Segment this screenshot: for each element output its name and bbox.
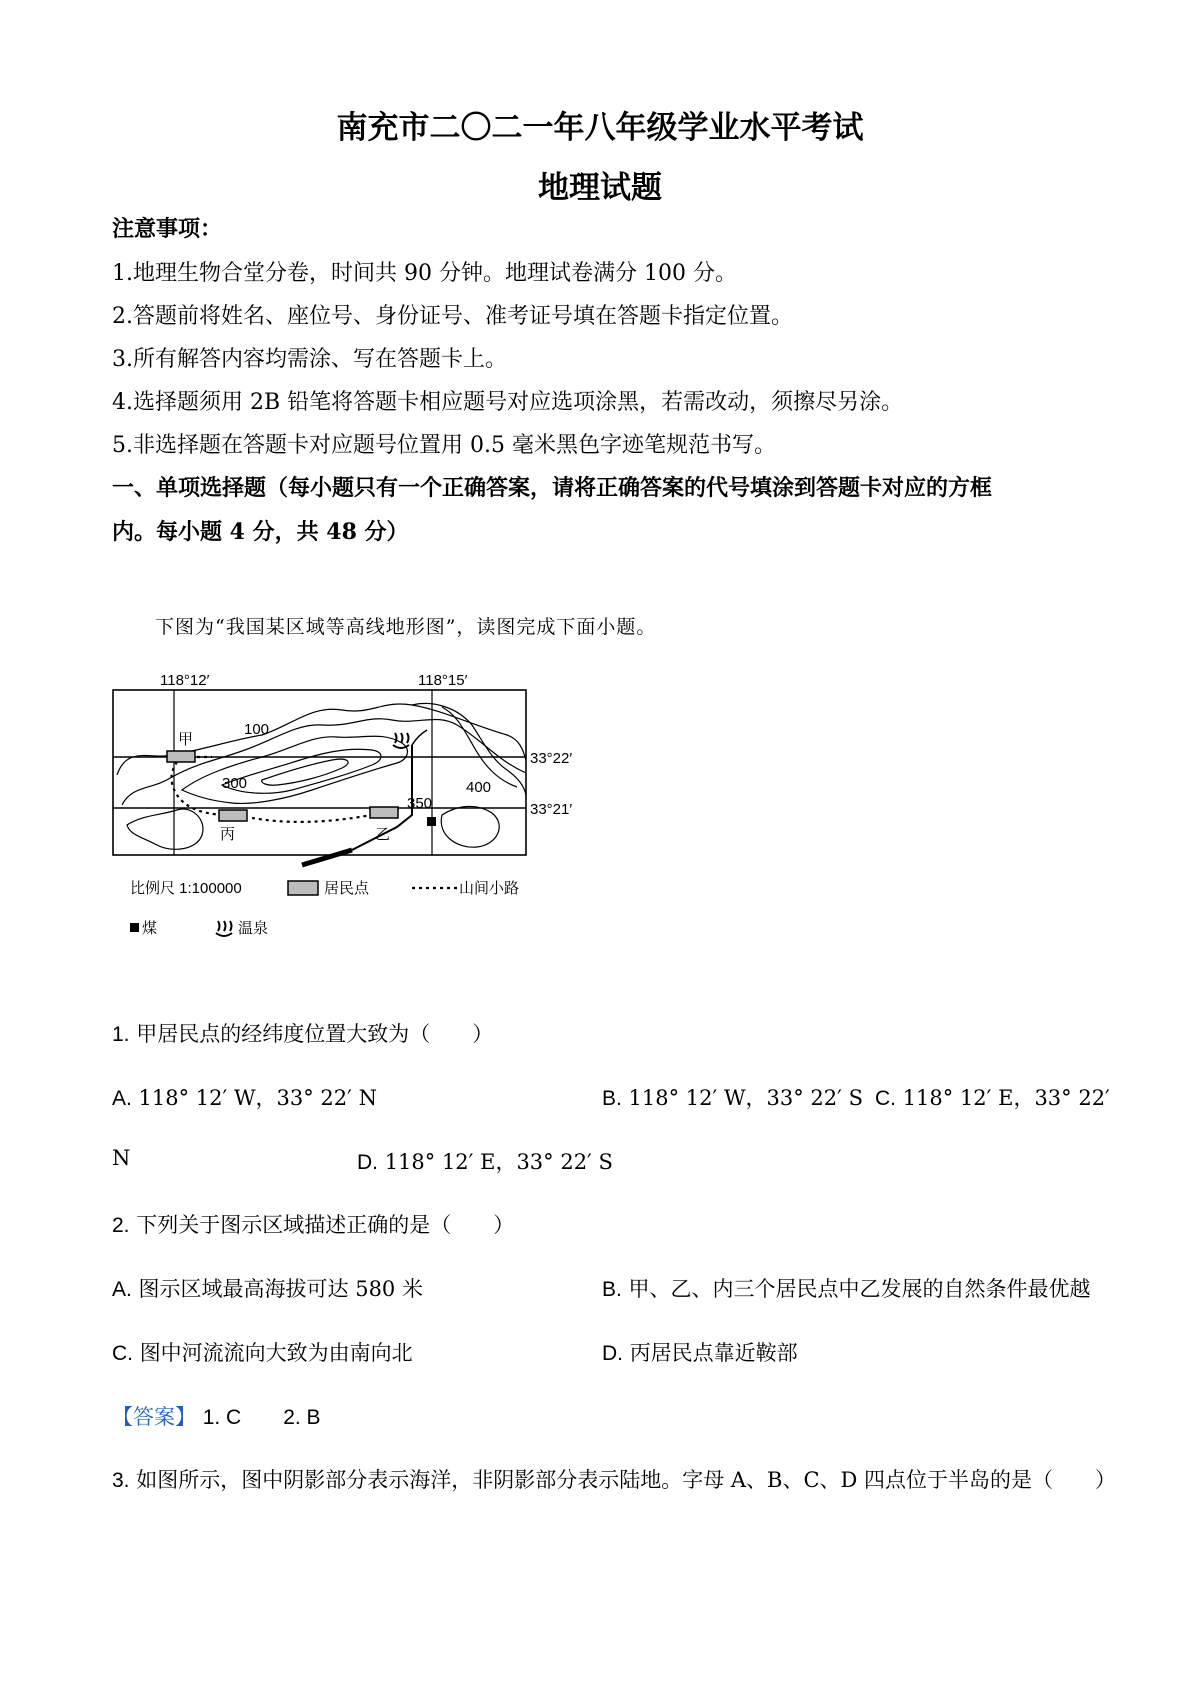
note-item-2: 2.答题前将姓名、座位号、身份证号、准考证号填在答题卡指定位置。	[112, 304, 793, 329]
q1-option-c-continued: N	[112, 1146, 131, 1170]
question-2	[112, 1209, 514, 1239]
lat-label-south: 33°21′	[530, 801, 573, 818]
question-1-number: 1.	[112, 1023, 130, 1046]
legend-scale: 比例尺 1:100000	[130, 880, 242, 897]
question-2-number: 2.	[112, 1214, 130, 1237]
map-intro: 下图为“我国某区域等高线地形图”，读图完成下面小题。	[155, 616, 657, 638]
river-source-line	[412, 730, 427, 745]
settlement-yi-marker	[370, 807, 398, 818]
question-1	[112, 1018, 493, 1048]
map-frame	[113, 690, 526, 855]
settlement-yi-label: 乙	[375, 826, 391, 843]
note-item-3: 3.所有解答内容均需涂、写在答题卡上。	[112, 347, 507, 372]
question-2-stem: 下列关于图示区域描述正确的是（ ）	[136, 1213, 515, 1237]
contour-label-100: 100	[244, 721, 270, 738]
answer-text: 1. C 2. B	[202, 1406, 321, 1429]
lon-label-east: 118°15′	[418, 672, 468, 689]
contour-label-300: 300	[222, 775, 248, 792]
note-item-4: 4.选择题须用 2B 铅笔将答题卡相应题号对应选项涂黑，若需改动，须擦尽另涂。	[112, 390, 904, 415]
settlement-bing-marker	[219, 810, 247, 821]
contour-line	[441, 806, 499, 847]
settlement-bing-label: 丙	[220, 826, 236, 843]
q1-option-c[interactable]: C. 118° 12′ E，33° 22′	[875, 1086, 1110, 1110]
section-heading-line2: 内。每小题 4 分，共 48 分）	[112, 519, 409, 545]
question-3-stem: 如图所示，图中阴影部分表示海洋，非阴影部分表示陆地。字母 A、B、C、D 四点位于半岛的是（ ）	[136, 1468, 1117, 1492]
legend-coal-swatch	[130, 923, 139, 932]
question-1-stem: 甲居民点的经纬度位置大致为（ ）	[136, 1022, 494, 1046]
q1-option-a[interactable]: A. 118° 12′ W，33° 22′ N	[112, 1086, 377, 1110]
lat-label-north: 33°22′	[530, 750, 573, 767]
answer-line	[112, 1401, 321, 1431]
exam-title: 南充市二〇二一年八年级学业水平考试	[336, 110, 864, 146]
legend-settlement-swatch	[288, 881, 318, 895]
contour-line	[262, 759, 348, 785]
notes-heading: 注意事项：	[112, 216, 223, 242]
legend-settlement-label: 居民点	[324, 880, 370, 897]
legend-hot-spring-icon	[216, 921, 232, 936]
question-3-number: 3.	[112, 1469, 130, 1492]
mountain-path-line	[252, 813, 382, 822]
contour-label-400: 400	[466, 779, 492, 796]
contour-line	[442, 707, 517, 787]
exam-subtitle: 地理试题	[538, 170, 662, 206]
q2-option-b[interactable]: B. 甲、乙、内三个居民点中乙发展的自然条件最优越	[602, 1277, 1091, 1301]
hot-spring-marker	[393, 733, 409, 748]
q2-option-a[interactable]: A. 图示区域最高海拔可达 580 米	[112, 1277, 423, 1301]
contour-map	[112, 665, 577, 965]
answer-tag: 【答案】	[112, 1405, 196, 1429]
q2-option-c[interactable]: C. 图中河流流向大致为由南向北	[112, 1341, 413, 1365]
river-lower-line	[302, 850, 352, 865]
contour-label-350: 350	[407, 795, 433, 812]
coal-marker	[427, 817, 436, 826]
question-3	[112, 1464, 1116, 1494]
q1-option-d[interactable]: D. 118° 12′ E，33° 22′ S	[357, 1150, 613, 1174]
contour-line	[127, 809, 203, 849]
legend-spring-label: 温泉	[238, 920, 269, 937]
settlement-jia-label: 甲	[178, 731, 194, 748]
section-heading-line1: 一、单项选择题（每小题只有一个正确答案，请将正确答案的代号填涂到答题卡对应的方框	[112, 475, 993, 501]
settlement-jia-marker	[167, 751, 195, 762]
q1-option-b[interactable]: B. 118° 12′ W，33° 22′ S	[602, 1086, 863, 1110]
legend-path-label: 山间小路	[459, 880, 520, 897]
note-item-5: 5.非选择题在答题卡对应题号位置用 0.5 毫米黑色字迹笔规范书写。	[112, 433, 776, 458]
lon-label-west: 118°12′	[160, 672, 210, 689]
q2-option-d[interactable]: D. 丙居民点靠近鞍部	[602, 1341, 798, 1365]
note-item-1: 1.地理生物合堂分卷，时间共 90 分钟。地理试卷满分 100 分。	[112, 261, 737, 286]
legend-coal-label: 煤	[142, 920, 158, 937]
